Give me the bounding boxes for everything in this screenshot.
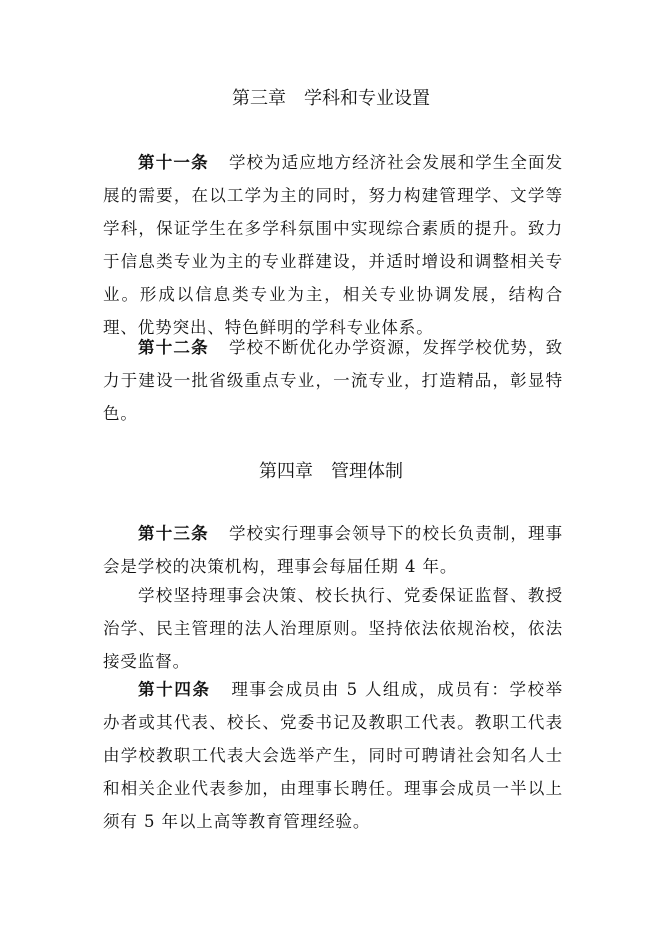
article-14-label: 第十四条 bbox=[138, 680, 211, 699]
article-11-paragraph bbox=[103, 146, 563, 344]
article-11-text: 学校为适应地方经济社会发展和学生全面发展的需要，在以工学为主的同时，努力构建管理学、文学等学科，保证学生在多学科氛围中实现综合素质的提升。致力于信息类专业为主的专业群建设，并适时增设和调整相关专业。形成以信息类专业为主，相关专业协调发展，结构合理、优势突出、特色鲜明的学科专业体系。 bbox=[103, 153, 563, 337]
article-13-paragraph-2: 学校坚持理事会决策、校长执行、党委保证监督、教授治学、民主管理的法人治理原则。坚持依法依规治校，依法接受监督。 bbox=[103, 586, 563, 671]
article-14-paragraph bbox=[103, 673, 563, 838]
chapter-4-title: 第四章 管理体制 bbox=[259, 461, 403, 482]
chapter-3-title: 第三章 学科和专业设置 bbox=[232, 88, 430, 109]
article-12-label: 第十二条 bbox=[138, 338, 209, 357]
article-13-label: 第十三条 bbox=[138, 524, 209, 543]
article-14-text: 理事会成员由 5 人组成，成员有：学校举办者或其代表、校长、党委书记及教职工代表。教职工代表由学校教职工代表大会选举产生，同时可聘请社会知名人士和相关企业代表参加，由理事长聘任。理事会成员一半以上须有 5 年以上高等教育管理经验。 bbox=[103, 680, 563, 831]
article-11-label: 第十一条 bbox=[138, 153, 209, 172]
article-12-paragraph bbox=[103, 331, 563, 430]
article-12-text: 学校不断优化办学资源，发挥学校优势，致力于建设一批省级重点专业，一流专业，打造精品，彰显特色。 bbox=[103, 338, 563, 423]
article-13-text: 学校实行理事会领导下的校长负责制，理事会是学校的决策机构，理事会每届任期 4 年。 bbox=[103, 524, 563, 576]
article-13-paragraph bbox=[103, 517, 563, 583]
